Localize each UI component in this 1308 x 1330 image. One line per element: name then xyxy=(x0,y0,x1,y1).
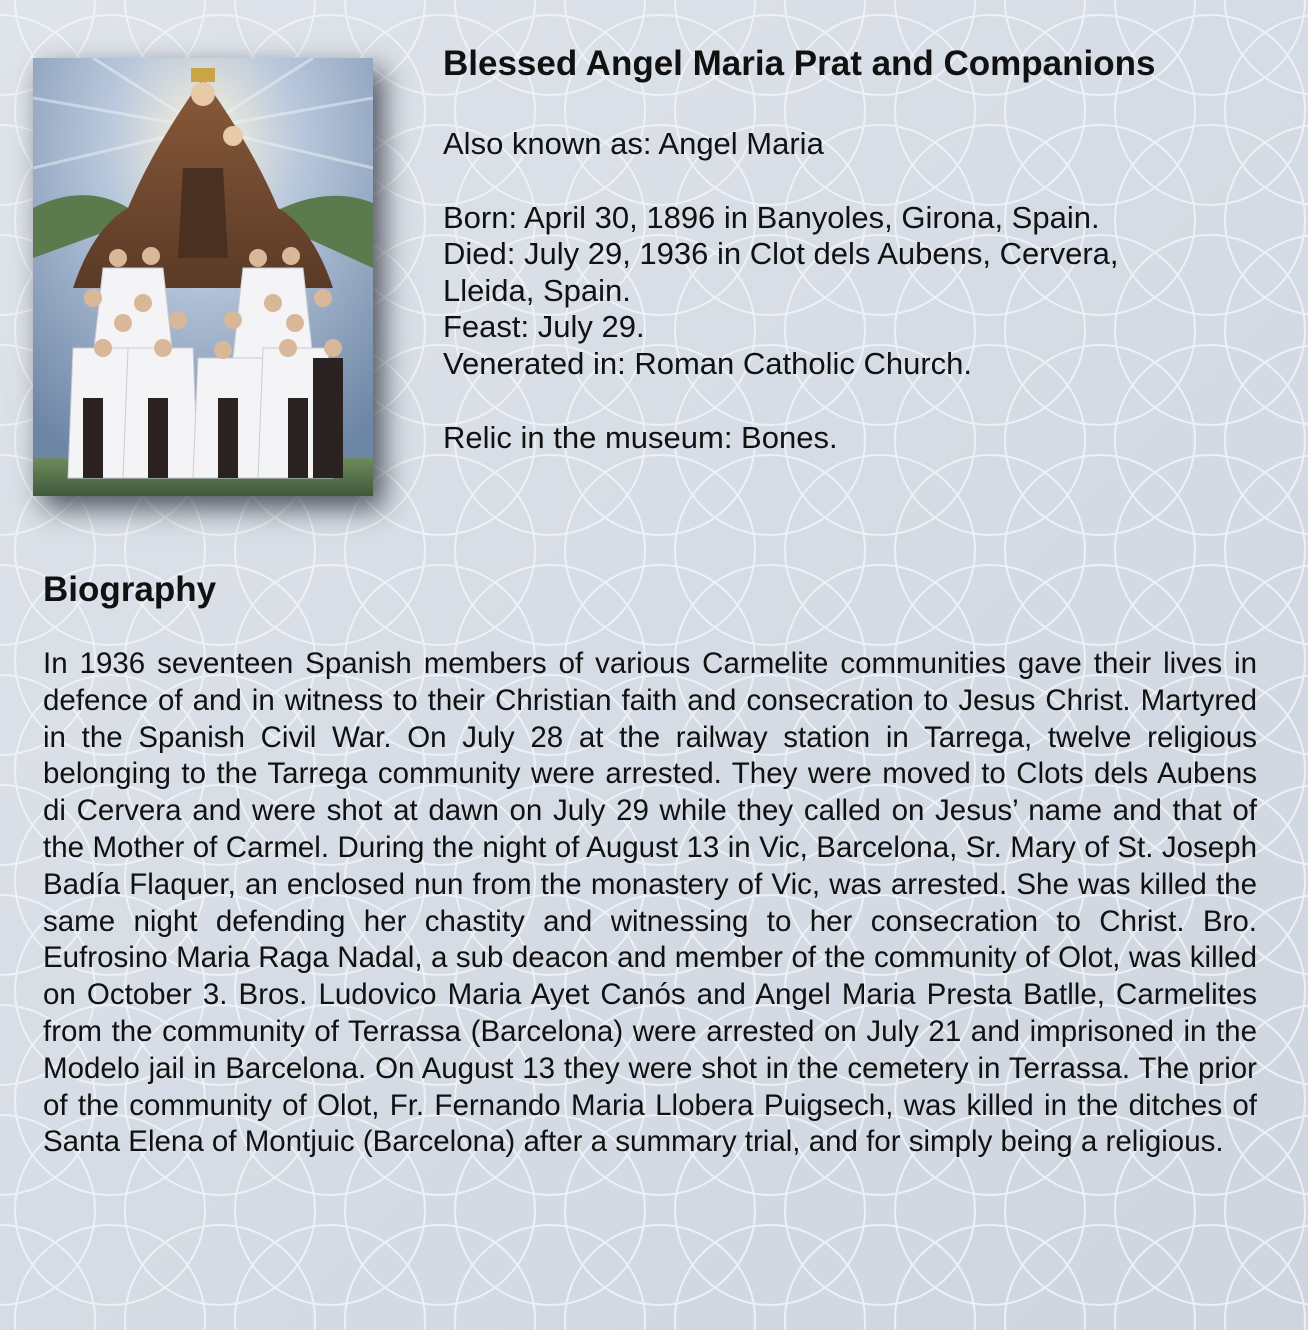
relic-block xyxy=(443,420,1283,457)
alias-block xyxy=(443,126,1283,163)
dates-block xyxy=(443,200,1283,383)
born-line: Born: April 30, 1896 in Banyoles, Girona, Spain. xyxy=(443,199,1100,235)
venerated-line: Venerated in: Roman Catholic Church. xyxy=(443,345,973,381)
died-line: Died: July 29, 1936 in Clot dels Aubens, Cervera, Lleida, Spain. xyxy=(443,236,1119,308)
saint-info xyxy=(443,44,1283,457)
portrait-painting xyxy=(33,58,373,496)
biography-text: In 1936 seventeen Spanish members of various Carmelite communities gave their lives in defence of and in witness to their Christian faith and consecration to Jesus Christ. Martyred in the Spanish Civil War. On July 28 at the railway station in Tarrega, twelve religious belonging to the Tarrega community were arrested. They were moved to Clots dels Aubens di Cervera and were shot at dawn on July 29 while they called on Jesus’ name and that of the Mother of Carmel. During the night of August 13 in Vic, Barcelona, Sr. Mary of St. Joseph Badía Flaquer, an enclosed nun from the monastery of Vic, was arrested. She was killed the same night defending her chastity and witnessing to her consecration to Christ. Bro. Eufrosino Maria Raga Nadal, a sub deacon and member of the community of Olot, was killed on October 3. Bros. Ludovico Maria Ayet Canós and Angel Maria Presta Batlle, Carmelites from the community of Terrassa (Barcelona) were arrested on July 21 and imprisoned in the Modelo jail in Barcelona. On August 13 they were shot in the cemetery in Terrassa. The prior of the community of Olot, Fr. Fernando Maria Llobera Puigsech, was killed in the ditches of Santa Elena of Montjuic (Barcelona) after a summary trial, and for simply being a religious. xyxy=(43,647,1257,1159)
saint-portrait xyxy=(33,58,373,496)
feast-line: Feast: July 29. xyxy=(443,309,645,344)
also-known-as: Also known as: Angel Maria xyxy=(443,126,824,161)
saint-name: Blessed Angel Maria Prat and Companions xyxy=(443,44,1156,83)
relic-line: Relic in the museum: Bones. xyxy=(443,420,838,455)
biography-heading: Biography xyxy=(43,570,217,609)
